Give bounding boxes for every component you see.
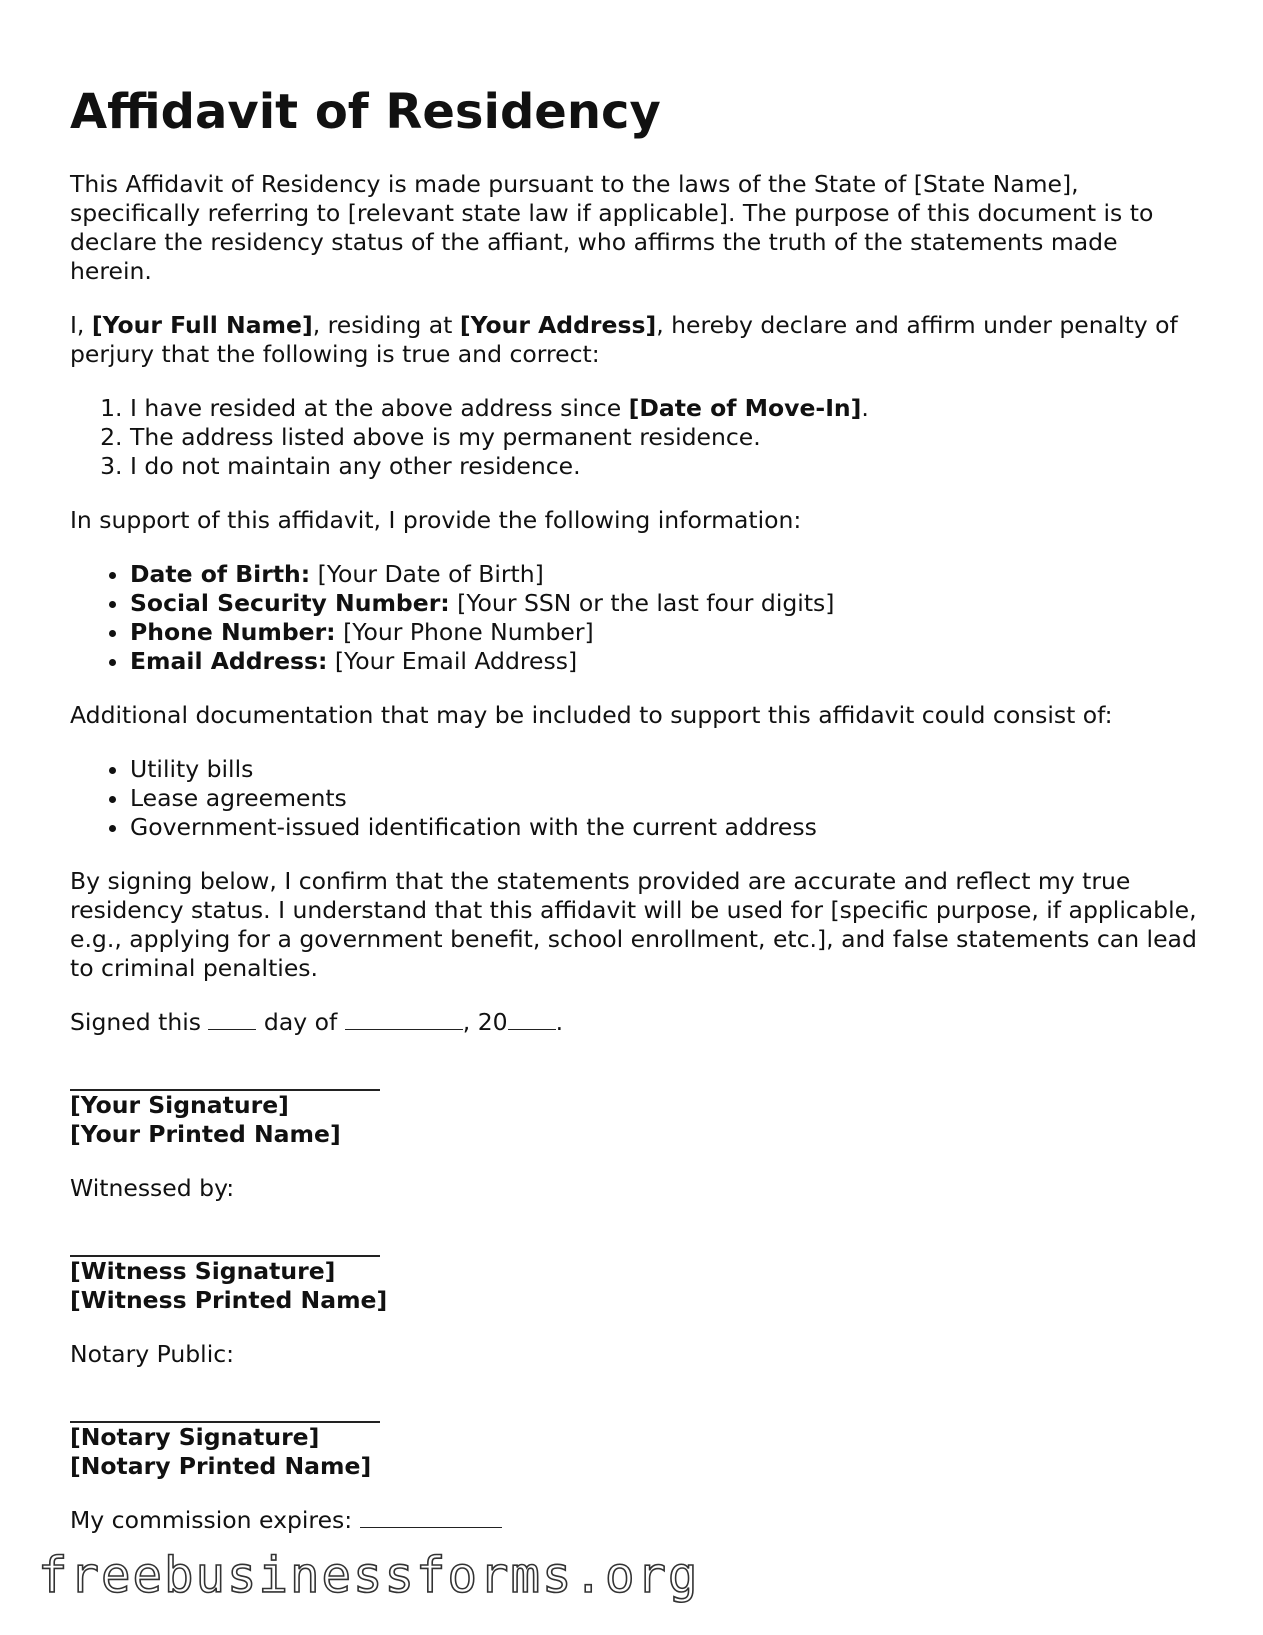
support-intro: In support of this affidavit, I provide the following information: bbox=[70, 506, 802, 534]
info-label: Email Address: bbox=[130, 647, 328, 675]
doc-item: • Government-issued identification with the current address bbox=[130, 813, 1200, 842]
signed-text: , 20 bbox=[462, 1008, 508, 1036]
info-item-ssn bbox=[130, 589, 1200, 618]
info-item-phone bbox=[130, 618, 1200, 647]
declaration-paragraph bbox=[70, 311, 1200, 369]
signed-date-line bbox=[70, 1008, 1200, 1037]
affidavit-document bbox=[70, 82, 1200, 1560]
notary-label: Notary Public: bbox=[70, 1340, 235, 1368]
statements-list bbox=[70, 394, 1200, 481]
affiant-signature-label: [Your Signature] bbox=[70, 1091, 289, 1119]
affiant-signature-block bbox=[70, 1062, 1200, 1149]
statement-item: 2. The address listed above is my permanent residence. bbox=[130, 423, 1200, 452]
signed-text: Signed this bbox=[70, 1008, 209, 1036]
info-value: [Your Date of Birth] bbox=[310, 560, 544, 588]
info-list bbox=[70, 560, 1200, 676]
statement-text: I have resided at the above address since bbox=[130, 394, 629, 422]
document-title: Affidavit of Residency bbox=[70, 84, 661, 140]
info-item-email bbox=[130, 647, 1200, 676]
commission-text: My commission expires: bbox=[70, 1506, 360, 1534]
signed-text: . bbox=[555, 1008, 564, 1036]
info-label: Date of Birth: bbox=[130, 560, 311, 588]
witness-printed-name: [Witness Printed Name] bbox=[70, 1286, 388, 1314]
statement-item bbox=[130, 394, 1200, 423]
signed-text: day of bbox=[256, 1008, 345, 1036]
documentation-list bbox=[70, 755, 1200, 842]
info-value: [Your SSN or the last four digits] bbox=[449, 589, 835, 617]
declaration-suffix: , hereby declare and affirm under penalty of perjury that the following is true and correct: bbox=[70, 311, 1178, 368]
affiant-signature-line[interactable] bbox=[70, 1062, 380, 1091]
intro-paragraph: This Affidavit of Residency is made pursuant to the laws of the State of [State Name], specifically referring to [relevant state law if applicable]. The purpose of this document is to declare the residency status of the affiant, who affirms the truth of the statements made herein. bbox=[70, 170, 1154, 285]
notary-signature-block bbox=[70, 1394, 1200, 1481]
address-placeholder: [Your Address] bbox=[459, 311, 657, 339]
doc-item: • Lease agreements bbox=[130, 784, 1200, 813]
commission-blank[interactable] bbox=[360, 1507, 502, 1528]
docs-intro: Additional documentation that may be included to support this affidavit could consist of: bbox=[70, 701, 1113, 729]
month-blank[interactable] bbox=[345, 1009, 463, 1030]
watermark-logo: freebusinessforms.org bbox=[38, 1547, 700, 1604]
info-label: Social Security Number: bbox=[130, 589, 450, 617]
info-item-dob bbox=[130, 560, 1200, 589]
notary-signature-label: [Notary Signature] bbox=[70, 1423, 320, 1451]
confirmation-paragraph: By signing below, I confirm that the statements provided are accurate and reflect my true residency status. I understand that this affidavit will be used for [specific purpose, if applicable, e.g., applying for a government benefit, school enrollment, etc.], and false statements can lead to criminal penalties. bbox=[70, 867, 1197, 982]
year-blank[interactable] bbox=[508, 1009, 556, 1030]
witness-signature-label: [Witness Signature] bbox=[70, 1257, 336, 1285]
witness-signature-block bbox=[70, 1228, 1200, 1315]
declaration-middle: , residing at bbox=[312, 311, 460, 339]
info-label: Phone Number: bbox=[130, 618, 336, 646]
notary-signature-line[interactable] bbox=[70, 1394, 380, 1423]
statement-item: 3. I do not maintain any other residence. bbox=[130, 452, 1200, 481]
info-value: [Your Phone Number] bbox=[335, 618, 594, 646]
move-in-date-placeholder: [Date of Move-In] bbox=[628, 394, 862, 422]
notary-printed-name: [Notary Printed Name] bbox=[70, 1452, 372, 1480]
info-value: [Your Email Address] bbox=[327, 647, 578, 675]
affiant-printed-name: [Your Printed Name] bbox=[70, 1120, 341, 1148]
full-name-placeholder: [Your Full Name] bbox=[91, 311, 313, 339]
day-blank[interactable] bbox=[208, 1009, 256, 1030]
witness-label: Witnessed by: bbox=[70, 1174, 235, 1202]
witness-signature-line[interactable] bbox=[70, 1228, 380, 1257]
doc-item: • Utility bills bbox=[130, 755, 1200, 784]
commission-line bbox=[70, 1506, 1200, 1535]
statement-end: . bbox=[861, 394, 869, 422]
declaration-prefix: I, bbox=[70, 311, 92, 339]
